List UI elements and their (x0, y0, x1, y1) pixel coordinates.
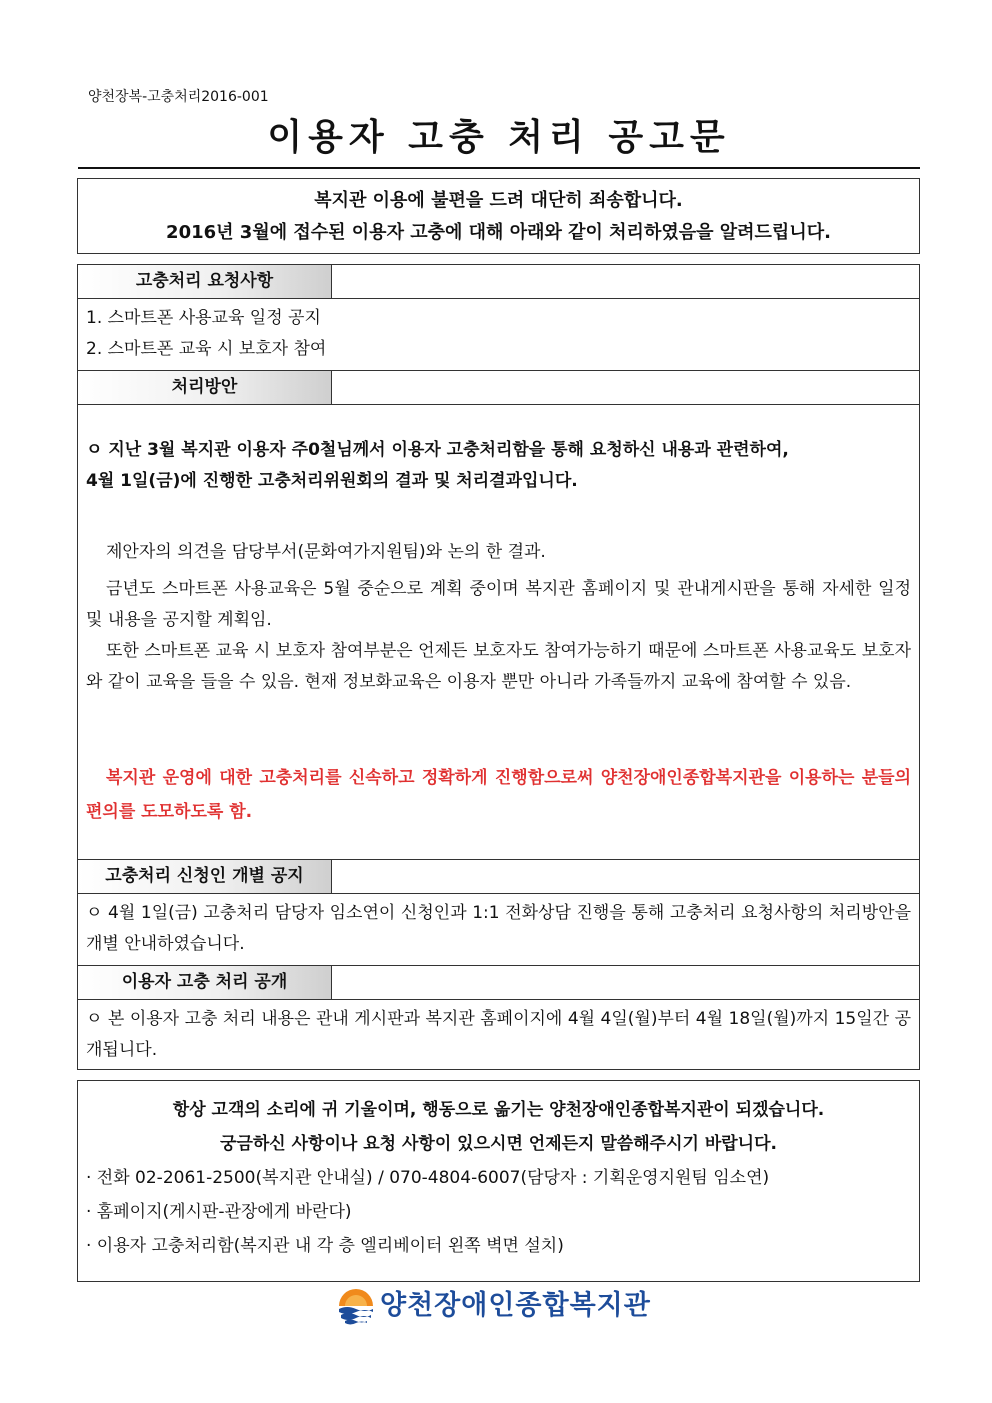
disclosure-header-row (78, 966, 919, 1000)
plan-paragraph-2: 금년도 스마트폰 사용교육은 5월 중순으로 계획 중이며 복지관 홈페이지 및 관내게시판을 통해 자세한 일정 및 내용을 공지할 계획임. (86, 579, 911, 630)
request-header-row (78, 265, 919, 299)
individual-header-row (78, 860, 919, 894)
contact-phone: · 전화 02-2061-2500(복지관 안내실) / 070-4804-6007(담당자 : 기획운영지원팀 임소연) (86, 1168, 770, 1188)
request-header: 고충처리 요청사항 (78, 265, 332, 298)
organization-name: 양천장애인종합복지관 (380, 1290, 651, 1321)
plan-body (78, 405, 919, 860)
plan-closing: 복지관 운영에 대한 고충처리를 신속하고 정확하게 진행함으로써 양천장애인종합복지관을 이용하는 분들의 편의를 도모하도록 함. (86, 768, 911, 822)
contact-box (77, 1080, 920, 1282)
intro-box (77, 178, 920, 254)
request-item-1: 1. 스마트폰 사용교육 일정 공지 (86, 308, 321, 328)
organization-logo (336, 1286, 676, 1326)
plan-header: 처리방안 (78, 371, 332, 404)
request-item-2: 2. 스마트폰 교육 시 보호자 참여 (86, 339, 327, 359)
footer-line-2: 궁금하신 사항이나 요청 사항이 있으시면 언제든지 말씀해주시기 바랍니다. (220, 1134, 777, 1154)
intro-line-2: 2016년 3월에 접수된 이용자 고충에 대해 아래와 같이 처리하였음을 알려드립니다. (166, 222, 831, 243)
page-title: 이용자 고충 처리 공고문 (267, 117, 731, 158)
sun-wave-icon (336, 1286, 376, 1326)
plan-lead-line-1: ㅇ 지난 3월 복지관 이용자 주0철님께서 이용자 고충처리함을 통해 요청하신 내용과 관련하여, (86, 440, 789, 460)
contact-homepage: · 홈페이지(게시판-관장에게 바란다) (86, 1202, 352, 1222)
individual-header: 고충처리 신청인 개별 공지 (78, 860, 332, 893)
individual-text: ㅇ 4월 1일(금) 고충처리 담당자 임소연이 신청인과 1:1 전화상담 진행을 통해 고충처리 요청사항의 처리방안을 개별 안내하였습니다. (86, 903, 911, 954)
document-number: 양천장복-고충처리2016-001 (88, 89, 269, 105)
intro-line-1: 복지관 이용에 불편을 드려 대단히 죄송합니다. (314, 190, 683, 211)
request-body (78, 299, 919, 371)
plan-header-row (78, 371, 919, 405)
contact-suggestion-box: · 이용자 고충처리함(복지관 내 각 층 엘리베이터 왼쪽 벽면 설치) (86, 1236, 564, 1256)
individual-body (78, 894, 919, 966)
plan-paragraph-3: 또한 스마트폰 교육 시 보호자 참여부분은 언제든 보호자도 참여가능하기 때문에 스마트폰 사용교육도 보호자와 같이 교육을 들을 수 있음. 현재 정보화교육은 이용자 뿐만 아니라 가족들까지 교육에 참여할 수 있음. (86, 641, 911, 692)
disclosure-header: 이용자 고충 처리 공개 (78, 966, 332, 999)
plan-paragraph-1: 제안자의 의견을 담당부서(문화여가지원팀)와 논의 한 결과. (106, 542, 546, 562)
footer-line-1: 항상 고객의 소리에 귀 기울이며, 행동으로 옮기는 양천장애인종합복지관이 되겠습니다. (172, 1100, 825, 1120)
title-underline (78, 167, 920, 169)
plan-lead-line-2: 4월 1일(금)에 진행한 고충처리위원회의 결과 및 처리결과입니다. (86, 471, 578, 491)
disclosure-text: ㅇ 본 이용자 고충 처리 내용은 관내 게시판과 복지관 홈페이지에 4월 4일(월)부터 4월 18일(월)까지 15일간 공개됩니다. (86, 1009, 911, 1060)
disclosure-body (78, 1000, 919, 1069)
notice-table (77, 264, 920, 1070)
